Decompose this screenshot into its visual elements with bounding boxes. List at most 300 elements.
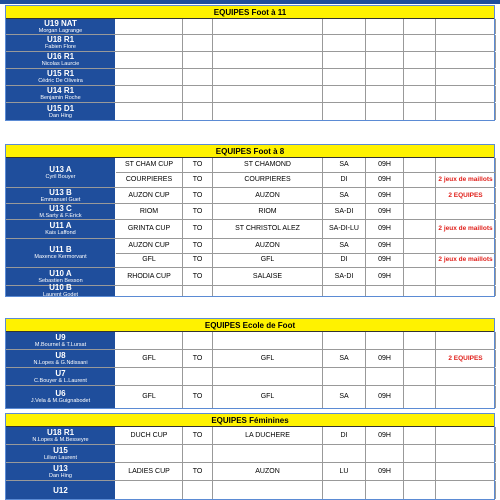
team-coach: C.Bouyer & L.Laurent [34,377,87,384]
team-cell [6,239,116,267]
venue-cell [213,173,323,187]
event-name-cell [116,427,183,444]
event-name-cell [116,332,183,349]
day-cell [323,268,366,285]
time: 09H [378,256,391,264]
note-cell [436,103,496,120]
to-label: TO [192,241,203,249]
venue-cell [213,239,323,253]
time-cell [366,35,404,51]
team-row [6,158,494,188]
day: DI [340,256,348,264]
venue: AUZON [255,241,280,249]
day-cell [323,286,366,296]
day-cell [323,239,366,253]
to-label-cell [183,204,213,219]
team-coach: Benjamin Roche [40,95,81,101]
extra-cell [404,286,436,296]
venue-cell [213,427,323,444]
day: DI [340,176,348,183]
team-cell [6,204,116,219]
team-row [6,239,494,268]
team-row [6,427,494,445]
venue-cell [213,35,323,51]
event-slot [116,52,496,68]
venue-cell [213,188,323,203]
event-slot [116,332,496,349]
time: 09H [378,225,391,232]
day-cell [323,52,366,68]
note-cell [436,268,496,285]
venue-cell [213,463,323,480]
to-label-cell [183,173,213,187]
time-cell [366,52,404,68]
to-label-cell [183,86,213,102]
event-slots [116,220,496,238]
team-cell [6,350,116,367]
day: SA [339,393,349,400]
team-coach: Emmanuel Guet [40,196,81,203]
to-label-cell [183,220,213,238]
event-name-cell [116,188,183,203]
event-slots [116,350,496,367]
to-label-cell [183,332,213,349]
event-name: GFL [142,256,156,264]
extra-cell [404,332,436,349]
time-cell [366,86,404,102]
event-slots [116,188,496,203]
day-cell [323,332,366,349]
to-label: TO [192,225,203,232]
note-cell [436,204,496,219]
note-cell [436,69,496,85]
team-code: U15 [53,445,68,455]
event-name: AUZON CUP [128,191,170,199]
venue: GFL [260,393,275,400]
event-name-cell [116,445,183,462]
event-slot [116,481,496,499]
extra-cell [404,386,436,408]
note-cell [436,239,496,253]
event-slot [116,204,496,219]
note: 2 jeux de maillots [438,256,493,264]
note: 2 EQUIPES [448,191,483,199]
time-cell [366,286,404,296]
team-coach: Morgan Lagrange [38,27,83,34]
note-cell [436,332,496,349]
event-name-cell [116,204,183,219]
to-label-cell [183,350,213,367]
team-coach: Dan Hing [49,472,72,479]
event-slots [116,52,496,68]
venue-cell [213,69,323,85]
to-label-cell [183,286,213,296]
team-code: U18 R1 [46,427,75,437]
event-slots [116,268,496,285]
to-label: TO [192,272,203,280]
day-cell [323,86,366,102]
team-row [6,350,494,368]
team-code: U7 [55,368,66,378]
note-cell [436,220,496,238]
to-label-cell [183,35,213,51]
section [5,413,495,500]
team-cell [6,332,116,349]
extra-cell [404,427,436,444]
to-label: TO [192,467,203,475]
event-name: RHODIA CUP [127,272,171,280]
event-name: RIOM [139,207,159,215]
team-coach: Cédric De Oliveira [38,78,83,84]
time: 09H [378,354,391,362]
to-label: TO [192,393,203,400]
to-label-cell [183,188,213,203]
team-cell [6,158,116,187]
team-cell [6,86,116,102]
event-slots [116,386,496,408]
team-row [6,332,494,350]
event-name: LADIES CUP [128,467,170,475]
venue-cell [213,268,323,285]
team-code: U15 D1 [46,103,75,113]
extra-cell [404,19,436,34]
note-cell [436,368,496,385]
day: SA-DI [334,272,354,280]
day: SA [339,354,349,362]
team-code: U8 [55,350,66,360]
time-cell [366,173,404,187]
event-name-cell [116,368,183,385]
team-cell [6,35,116,51]
event-slots [116,103,496,120]
team-coach: J.Vela & M.Guignabodet [30,398,91,404]
team-cell [6,427,116,444]
section-title: EQUIPES Féminines [6,414,494,427]
extra-cell [404,103,436,120]
venue-cell [213,158,323,172]
day-cell [323,350,366,367]
day: SA-DI [334,207,354,215]
note: 2 jeux de maillots [438,176,493,183]
team-row [6,69,494,86]
time-cell [366,69,404,85]
to-label-cell [183,445,213,462]
section [5,5,495,121]
event-name-cell [116,463,183,480]
event-slots [116,69,496,85]
team-code: U6 [55,389,66,398]
day-cell [323,463,366,480]
event-name-cell [116,386,183,408]
team-coach: N.Lopes & M.Besseyre [32,436,89,443]
day-cell [323,103,366,120]
day: DI [340,431,348,439]
venue: SALAISE [252,272,283,280]
event-slots [116,204,496,219]
team-coach: Cyril Bouyer [45,173,76,180]
to-label-cell [183,69,213,85]
event-name: ST CHAM CUP [124,161,174,168]
venue-cell [213,103,323,120]
event-name-cell [116,69,183,85]
team-cell [6,445,116,462]
team-row [6,481,494,499]
team-row [6,188,494,204]
team-code: U13 B [49,187,72,197]
team-code: U16 R1 [46,52,75,61]
venue-cell [213,204,323,219]
time: 09H [378,272,391,280]
team-code: U13 A [49,164,72,174]
event-name-cell [116,19,183,34]
event-slot [116,86,496,102]
extra-cell [404,254,436,268]
team-cell [6,283,116,298]
time-cell [366,445,404,462]
note-cell [436,254,496,268]
extra-cell [404,188,436,203]
time: 09H [378,393,391,400]
note: 2 EQUIPES [448,354,483,362]
to-label-cell [183,254,213,268]
team-row [6,368,494,386]
day: SA [339,161,349,168]
team-coach: Nicolas Laurcie [41,61,80,67]
event-slots [116,35,496,51]
event-slot [116,239,496,254]
event-name-cell [116,350,183,367]
venue-cell [213,52,323,68]
day-cell [323,173,366,187]
venue-cell [213,386,323,408]
section [5,144,495,297]
team-cell [6,481,116,499]
note-cell [436,35,496,51]
team-code: U11 B [49,245,72,254]
section-title: EQUIPES Foot à 8 [6,145,494,158]
venue: AUZON [255,467,280,475]
team-code: U15 R1 [46,69,75,78]
venue-cell [213,445,323,462]
time: 09H [378,241,391,249]
to-label-cell [183,158,213,172]
day-cell [323,445,366,462]
event-slot [116,286,496,296]
venue-cell [213,19,323,34]
note-cell [436,350,496,367]
venue-cell [213,286,323,296]
time-cell [366,188,404,203]
team-code: U14 R1 [46,86,75,95]
event-slot [116,350,496,367]
event-slot [116,368,496,385]
time-cell [366,368,404,385]
time-cell [366,220,404,238]
venue-cell [213,86,323,102]
venue-cell [213,481,323,499]
event-slots [116,463,496,480]
team-row [6,283,494,298]
time-cell [366,481,404,499]
event-slots [116,239,496,267]
team-coach: Maxence Kermorvant [34,254,87,260]
note-cell [436,158,496,172]
to-label-cell [183,368,213,385]
to-label: TO [192,207,203,215]
event-slot [116,268,496,285]
team-coach: Sebastien Besson [38,277,83,284]
team-row [6,86,494,103]
event-slots [116,19,496,34]
team-row [6,445,494,463]
team-coach: Lilian Laurent [43,454,78,461]
time-cell [366,204,404,219]
day-cell [323,19,366,34]
event-name: GFL [142,393,156,400]
event-name-cell [116,481,183,499]
section-title: EQUIPES Foot à 11 [6,6,494,19]
time-cell [366,254,404,268]
to-label-cell [183,481,213,499]
team-row [6,220,494,239]
to-label-cell [183,52,213,68]
day-cell [323,69,366,85]
day-cell [323,368,366,385]
extra-cell [404,158,436,172]
day: SA [339,241,349,249]
to-label: TO [192,191,203,199]
note-cell [436,463,496,480]
note-cell [436,445,496,462]
extra-cell [404,350,436,367]
team-coach: N.Lopes & G.Ndissani [33,359,88,366]
team-code: U18 R1 [46,35,75,44]
day-cell [323,481,366,499]
time-cell [366,158,404,172]
venue: ST CHRISTOL ALEZ [235,225,300,232]
venue: LA DUCHERE [245,431,290,439]
extra-cell [404,69,436,85]
day-cell [323,427,366,444]
extra-cell [404,481,436,499]
time: 09H [378,467,391,475]
team-code: U12 [53,485,68,495]
event-slot [116,427,496,444]
event-slot [116,35,496,51]
top-bar [0,0,500,4]
event-name-cell [116,103,183,120]
note: 2 jeux de maillots [438,225,493,232]
event-name-cell [116,86,183,102]
extra-cell [404,463,436,480]
day: SA-DI-LU [329,225,359,232]
team-cell [6,69,116,85]
team-code: U9 [55,332,66,342]
note-cell [436,19,496,34]
to-label: TO [192,176,203,183]
extra-cell [404,204,436,219]
event-slot [116,19,496,34]
event-name: COURPIERES [125,176,173,183]
venue-cell [213,332,323,349]
extra-cell [404,173,436,187]
to-label-cell [183,239,213,253]
note-cell [436,481,496,499]
event-slots [116,368,496,385]
team-row [6,103,494,120]
event-name-cell [116,173,183,187]
team-cell [6,220,116,238]
venue-cell [213,350,323,367]
to-label-cell [183,103,213,120]
time: 09H [378,431,391,439]
note-cell [436,427,496,444]
event-name: DUCH CUP [130,431,168,439]
extra-cell [404,220,436,238]
to-label-cell [183,386,213,408]
venue: AUZON [255,191,280,199]
extra-cell [404,268,436,285]
section [5,318,495,409]
event-slots [116,445,496,462]
venue-cell [213,368,323,385]
event-name-cell [116,239,183,253]
to-label-cell [183,463,213,480]
team-coach: Dan Hing [49,112,72,119]
venue: ST CHAMOND [244,161,291,168]
event-slot [116,158,496,173]
time: 09H [378,191,391,199]
team-coach: M.Bournel & T.Lursat [34,341,87,348]
event-name: AUZON CUP [128,241,170,249]
event-slot [116,188,496,203]
event-slots [116,86,496,102]
day-cell [323,158,366,172]
event-slot [116,386,496,408]
team-row [6,52,494,69]
team-row [6,19,494,35]
day: SA [339,191,349,199]
day-cell [323,254,366,268]
note-cell [436,386,496,408]
to-label: TO [192,431,203,439]
section-title: EQUIPES Ecole de Foot [6,319,494,332]
time-cell [366,19,404,34]
extra-cell [404,52,436,68]
time: 09H [378,176,391,183]
team-row [6,35,494,52]
team-cell [6,19,116,34]
team-row [6,386,494,408]
venue: COURPIERES [244,176,291,183]
team-code: U19 NAT [44,18,77,28]
event-name-cell [116,158,183,172]
day-cell [323,220,366,238]
venue: GFL [260,256,275,264]
team-code: U13 C [49,203,72,213]
team-coach: Fabien Flore [45,44,76,50]
extra-cell [404,35,436,51]
event-name-cell [116,52,183,68]
team-coach: Kais Laffond [45,230,76,236]
time-cell [366,268,404,285]
event-slot [116,254,496,268]
to-label: TO [192,161,203,168]
to-label-cell [183,19,213,34]
event-slot [116,463,496,480]
team-row [6,204,494,220]
to-label: TO [192,354,203,362]
